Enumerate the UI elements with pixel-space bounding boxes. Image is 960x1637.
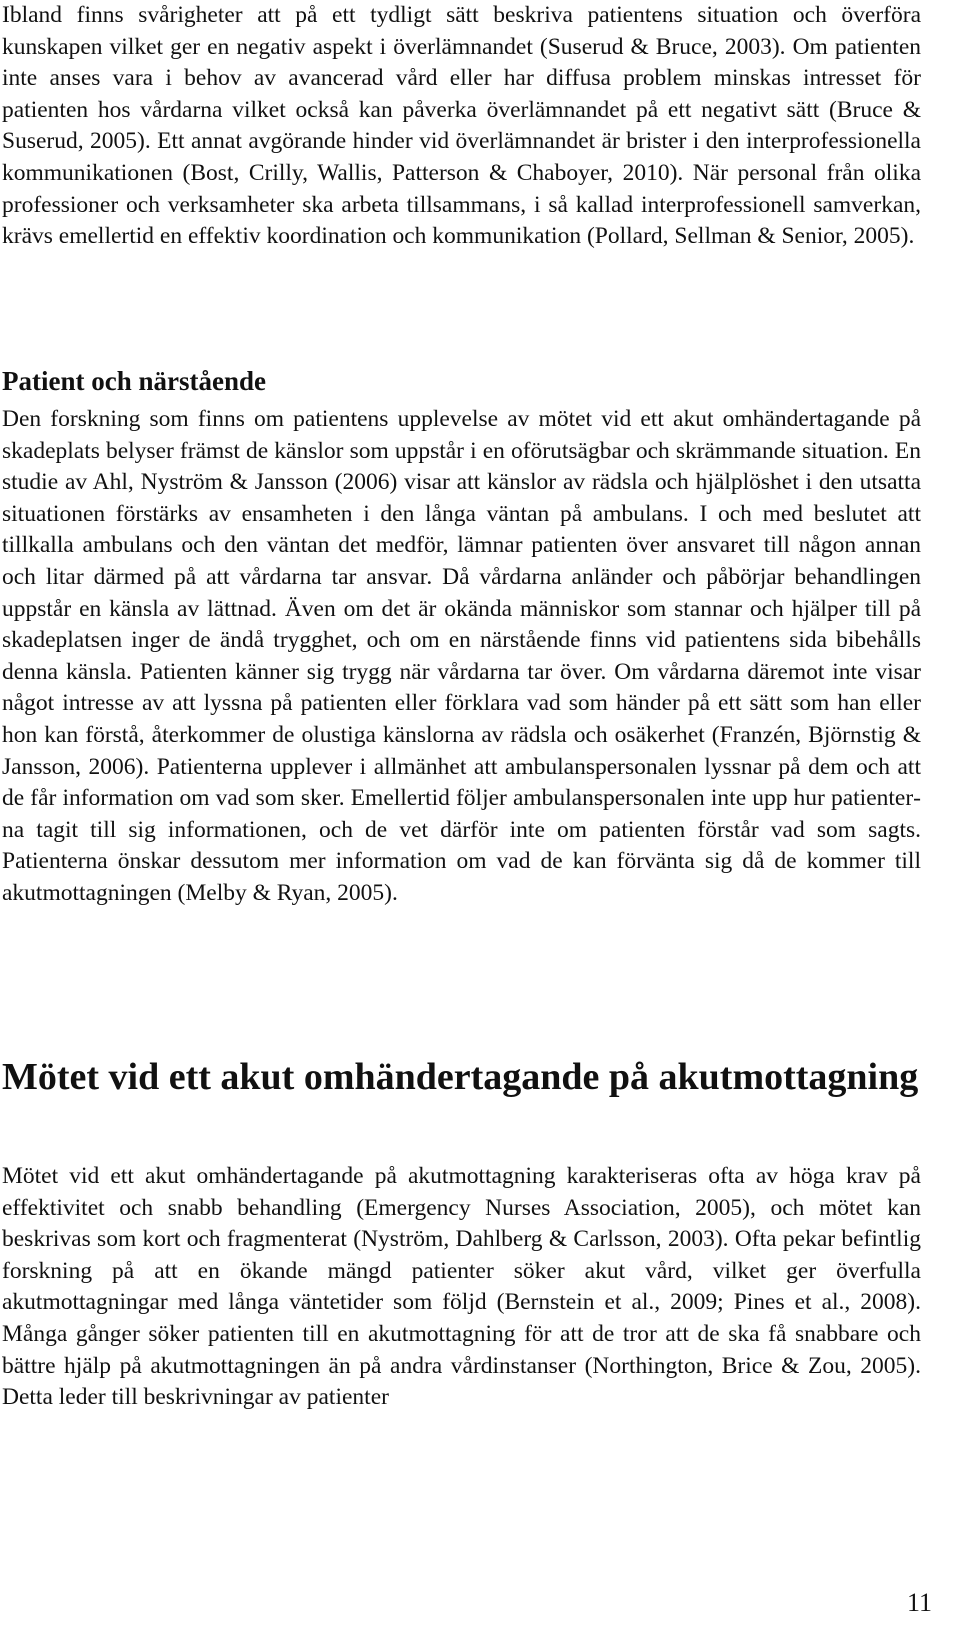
subheading-patient: Patient och närstående	[2, 366, 266, 396]
paragraph-emergency-meeting: Mötet vid ett akut omhändertagande på akutmottagning karakteriseras ofta av höga krav på effektivitet och snabb behandling (Emergency Nurses Association, 2005), och mötet kan beskrivas som kort och fragmenterat (Nyström, Dahlberg & Carlsson, 2003). Ofta pekar befintlig forskning på att en ökande mängd patienter söker akut vård, vilket ger överfulla akutmottagningar med långa väntetider som följd (Bernstein et al., 2009; Pines et al., 2008). Många gånger söker patienten till en akutmottagning för att de tror att de ska få snabbare och bättre hjälp på akutmottagningen än på andra vårdinstanser (Northington, Brice & Zou, 2005). Detta leder till beskrivningar av patienter	[2, 1163, 921, 1411]
paragraph-patient-experience: Den forskning som finns om patientens upplevelse av mötet vid ett akut omhändertagande på skadeplats belyser främst de känslor som uppstår i en oförutsägbar och skrämmande situation. En studie av Ahl, Nyström & Jansson (2006) visar att känslor av rädsla och hjälplöshet i den utsatta situationen förstärks av ensamheten i den långa väntan på ambulans. I och med beslutet att tillkalla ambulans och den väntan det medför, lämnar patienten över ansvaret till någon annan och litar därmed på att vårdarna tar ansvar. Då vårdarna anländer och påbörjar behandlingen uppstår en känsla av lättnad. Även om det är okända människor som stannar och hjälper till på skadeplatsen inger de ändå trygghet, och om en närstående finns vid patientens sida bibehålls denna känsla. Patienten känner sig trygg när vårdarna tar över. Om vårdarna däremot inte visar något intresse av att lyssna på patienten eller förklara vad som händer på ett sätt som han eller hon kan förstå, återkommer de olustiga känslorna av rädsla och osäkerhet (Franzén, Björnstig & Jansson, 2006). Patienterna upplever i allmänhet att ambulanspersonalen lyssnar på dem och att de får information om vad som sker. Emellertid följer ambulanspersonalen inte upp hur patienterna tagit till sig informationen, och de vet därför inte om patienten förstår vad som sagts. Patienterna önskar dessutom mer information om vad de kan förvänta sig då de kommer till akutmottagningen (Melby & Ryan, 2005).	[2, 406, 921, 906]
page-number: 11	[906, 1588, 932, 1617]
paragraph-handover: Ibland finns svårigheter att på ett tydligt sätt beskriva patientens situation och överföra kunskapen vilket ger en negativ aspekt i överlämnandet (Suserud & Bruce, 2003). Om patienten inte anses vara i behov av avancerad vård eller har diffusa problem minskas intresset för patienten hos vårdarna vilket också kan påverka överlämnandet på ett negativt sätt (Bruce & Suserud, 2005). Ett annat avgörande hinder vid överlämnandet är brister i den interprofessionella kommunikationen (Bost, Crilly, Wallis, Patterson & Chaboyer, 2010). När personal från olika professioner och verksamheter ska arbeta tillsammans, i så kallad interprofessionell samverkan, krävs emellertid en effektiv koordination och kommunikation (Pollard, Sellman & Senior, 2005).	[2, 2, 921, 250]
section-heading-emergency: Mötet vid ett akut omhändertagande på akutmottagning	[2, 1056, 919, 1098]
